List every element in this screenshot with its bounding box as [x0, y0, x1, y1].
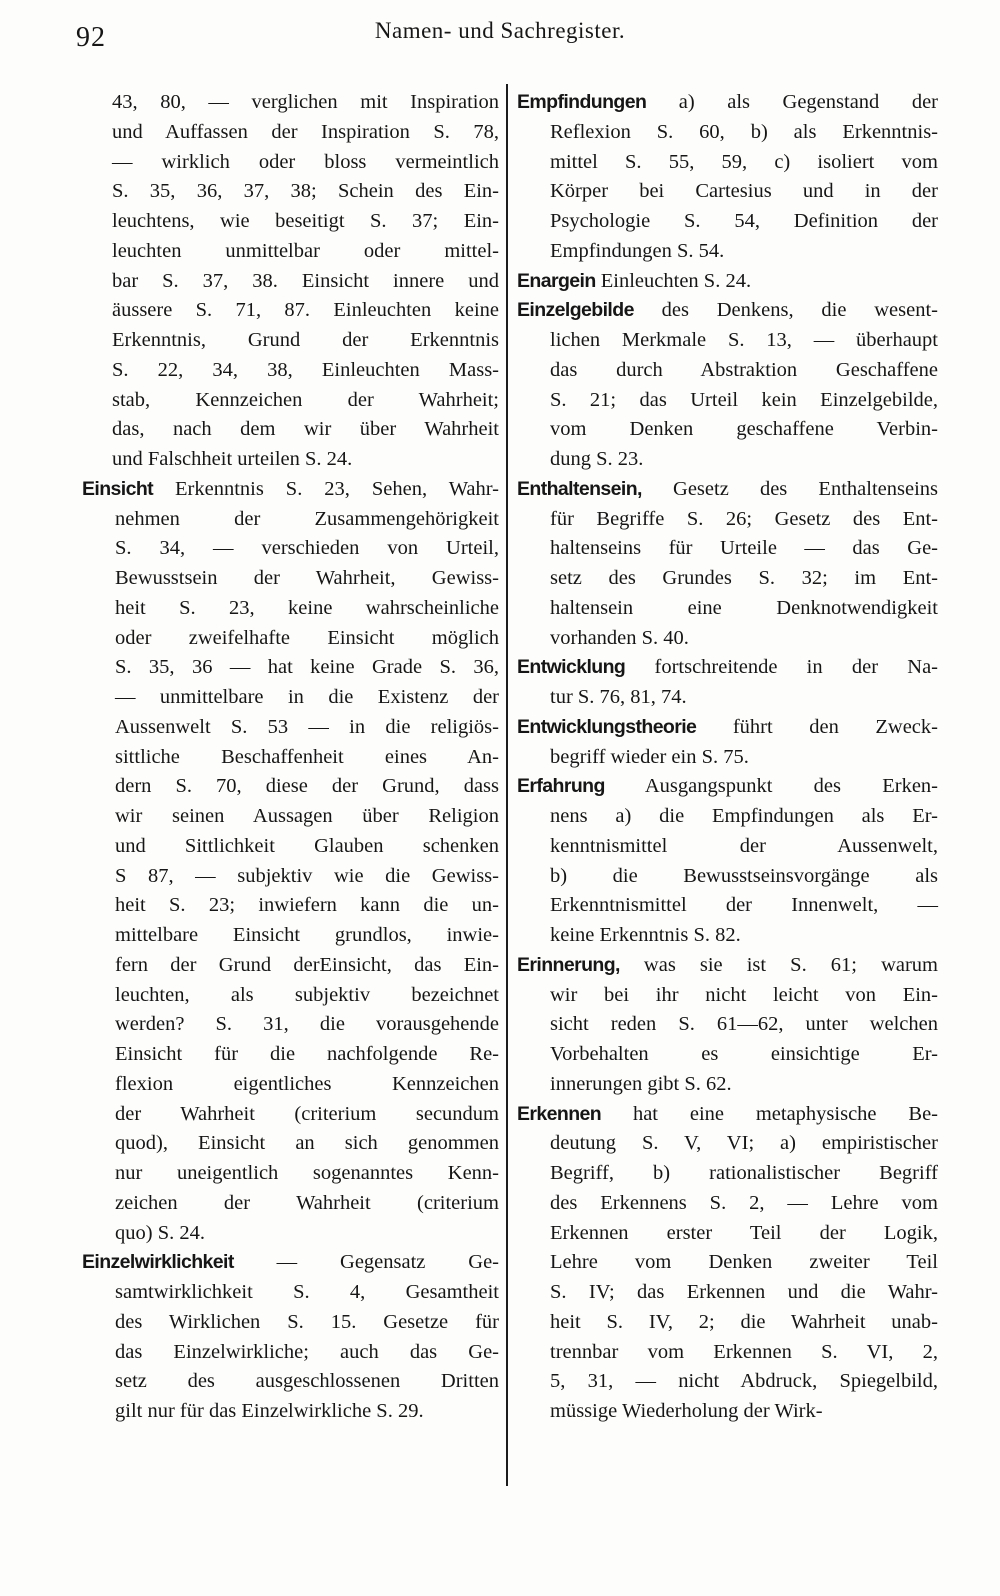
index-line: S. 34, — verschieden von Urteil,: [115, 537, 499, 560]
entry-term: Erinnerung,: [517, 953, 620, 976]
entry-term: Entwicklung: [517, 656, 626, 679]
entry-term: Erkennen: [517, 1102, 602, 1125]
index-line: müssige Wiederholung der Wirk-: [550, 1400, 823, 1422]
index-line: und Sittlichkeit Glauben schenken: [115, 834, 499, 857]
index-line: leuchten unmittelbar oder mittel-: [112, 239, 499, 262]
entry-term: Einzelgebilde: [517, 299, 634, 322]
page-title: Namen- und Sachregister.: [374, 18, 626, 43]
index-line: wir bei ihr nicht leicht von Ein-: [550, 983, 938, 1006]
index-line: Erinnerung, was sie ist S. 61; warum: [517, 953, 938, 976]
entry-term: Einzelwirklichkeit: [82, 1251, 234, 1274]
index-column-right: [517, 88, 938, 1427]
index-line: Erkenntnismittel der Innenwelt, —: [550, 894, 938, 917]
index-line: nens a) die Empfindungen als Er-: [550, 805, 938, 827]
index-entry: [517, 475, 938, 654]
index-line: nehmen der Zusammengehörigkeit: [115, 507, 499, 530]
entry-term: Entwicklungstheorie: [517, 715, 697, 738]
entry-term: Erfahrung: [517, 775, 605, 798]
page-number: 92: [76, 22, 106, 53]
index-line: Reflexion S. 60, b) als Erkenntnis-: [550, 120, 938, 143]
index-line: des Wirklichen S. 15. Gesetze für: [115, 1310, 499, 1333]
index-line: Entwicklungstheorie führt den Zweck-: [517, 715, 938, 738]
index-line: S. IV; das Erkennen und die Wahr-: [550, 1281, 938, 1303]
index-line: Einzelwirklichkeit — Gegensatz Ge-: [82, 1251, 499, 1274]
index-line: das, nach dem wir über Wahrheit: [112, 418, 499, 441]
index-line: kenntnismittel der Aussenwelt,: [550, 834, 938, 857]
index-line: Entwicklung fortschreitende in der Na-: [517, 656, 938, 679]
index-line: vorhanden S. 40.: [550, 626, 689, 649]
index-line: leuchtens, wie beseitigt S. 37; Ein-: [112, 210, 499, 232]
index-entry: [517, 267, 938, 297]
index-entry: [517, 951, 938, 1100]
index-line: werden? S. 31, die vorausgehende: [115, 1013, 499, 1036]
index-line: deutung S. V, VI; a) empiristischer: [550, 1132, 938, 1155]
index-line: S. 22, 34, 38, Einleuchten Mass-: [112, 358, 499, 381]
entry-term: Enargein: [517, 269, 596, 292]
index-line: Erkenntnis, Grund der Erkenntnis: [112, 329, 499, 351]
index-line: samtwirklichkeit S. 4, Gesamtheit: [115, 1281, 499, 1303]
index-line: nur uneigentlich sogenanntes Kenn-: [115, 1162, 499, 1184]
index-line: heit S. 23, keine wahrscheinliche: [115, 596, 499, 619]
index-line: innerungen gibt S. 62.: [550, 1072, 732, 1095]
index-line: b) die Bewusstseinsvorgänge als: [550, 864, 938, 887]
index-line: — wirklich oder bloss vermeintlich: [112, 150, 499, 173]
index-line: quo) S. 24.: [115, 1221, 205, 1244]
index-line: lichen Merkmale S. 13, — überhaupt: [550, 329, 938, 351]
index-line: und Auffassen der Inspiration S. 78,: [112, 120, 499, 143]
index-line: Vorbehalten es einsichtige Er-: [550, 1043, 938, 1065]
index-line: setz des ausgeschlossenen Dritten: [115, 1370, 499, 1393]
index-line: dern S. 70, diese der Grund, dass: [115, 775, 499, 798]
index-line: begriff wieder ein S. 75.: [550, 745, 749, 768]
index-line: Lehre vom Denken zweiter Teil: [550, 1251, 938, 1274]
index-line: Einsicht für die nachfolgende Re-: [115, 1043, 499, 1065]
index-line: das Einzelwirkliche; auch das Ge-: [115, 1340, 499, 1363]
entry-term: Einsicht: [82, 477, 154, 500]
index-line: Bewusstsein der Wahrheit, Gewiss-: [115, 567, 499, 589]
index-line: Empfindungen a) als Gegenstand der: [517, 91, 938, 113]
index-line: Aussenwelt S. 53 — in die religiös-: [115, 715, 499, 738]
index-line: sittliche Beschaffenheit eines An-: [115, 745, 499, 768]
index-line: vom Denken geschaffene Verbin-: [550, 418, 938, 441]
index-line: quod), Einsicht an sich genommen: [115, 1132, 499, 1155]
index-line: und Falschheit urteilen S. 24.: [112, 448, 353, 470]
index-line: S. 35, 36 — hat keine Grade S. 36,: [115, 656, 499, 679]
index-line: äussere S. 71, 87. Einleuchten keine: [112, 299, 499, 322]
index-entry: [517, 1100, 938, 1427]
entry-term: Enthaltensein,: [517, 477, 642, 500]
index-line: dung S. 23.: [550, 448, 644, 470]
index-line: oder zweifelhafte Einsicht möglich: [115, 626, 499, 649]
index-line: stab, Kennzeichen der Wahrheit;: [112, 388, 499, 411]
index-line: bar S. 37, 38. Einsicht innere und: [112, 269, 499, 292]
index-line: Einsicht Erkenntnis S. 23, Sehen, Wahr-: [82, 477, 499, 500]
entry-term: Empfindungen: [517, 91, 647, 113]
index-line: gilt nur für das Einzelwirkliche S. 29.: [115, 1400, 424, 1422]
index-entry: [517, 713, 938, 773]
index-line: S. 21; das Urteil kein Einzelgebilde,: [550, 388, 938, 411]
index-line: zeichen der Wahrheit (criterium: [115, 1191, 499, 1214]
index-line: Empfindungen S. 54.: [550, 239, 725, 262]
index-line: tur S. 76, 81, 74.: [550, 686, 687, 708]
index-line: des Erkennens S. 2, — Lehre vom: [550, 1191, 938, 1214]
index-entry: [82, 88, 499, 475]
index-line: Enargein Einleuchten S. 24.: [517, 269, 752, 292]
column-divider-rule: [506, 84, 508, 1486]
index-line: Erfahrung Ausgangspunkt des Erken-: [517, 775, 938, 798]
index-line: fern der Grund derEinsicht, das Ein-: [115, 953, 499, 976]
index-line: der Wahrheit (criterium secundum: [115, 1102, 499, 1125]
index-entry: [82, 1248, 499, 1427]
index-line: das durch Abstraktion Geschaffene: [550, 358, 938, 381]
index-line: für Begriffe S. 26; Gesetz des Ent-: [550, 507, 938, 530]
index-line: trennbar vom Erkennen S. VI, 2,: [550, 1340, 938, 1363]
index-line: heit S. 23; inwiefern kann die un-: [115, 894, 499, 917]
index-line: flexion eigentliches Kennzeichen: [115, 1072, 499, 1095]
index-line: keine Erkenntnis S. 82.: [550, 924, 741, 946]
index-line: S. 35, 36, 37, 38; Schein des Ein-: [112, 180, 499, 203]
index-line: haltensein eine Denknotwendigkeit: [550, 596, 938, 619]
index-line: Enthaltensein, Gesetz des Enthaltenseins: [517, 477, 938, 500]
index-column-left: [82, 88, 499, 1427]
index-line: 43, 80, — verglichen mit Inspiration: [112, 91, 499, 113]
index-line: leuchten, als subjektiv bezeichnet: [115, 983, 499, 1006]
index-line: Begriff, b) rationalistischer Begriff: [550, 1162, 938, 1184]
index-entry: [517, 88, 938, 267]
index-line: sicht reden S. 61—62, unter welchen: [550, 1013, 938, 1036]
index-line: Psychologie S. 54, Definition der: [550, 210, 938, 232]
index-line: Erkennen erster Teil der Logik,: [550, 1221, 938, 1244]
index-line: haltenseins für Urteile — das Ge-: [550, 537, 938, 560]
index-line: — unmittelbare in die Existenz der: [115, 686, 499, 708]
index-line: mittelbare Einsicht grundlos, inwie-: [115, 924, 499, 946]
index-entry: [517, 653, 938, 713]
index-line: wir seinen Aussagen über Religion: [115, 805, 499, 827]
index-line: Erkennen hat eine metaphysische Be-: [517, 1102, 938, 1125]
index-line: Körper bei Cartesius und in der: [550, 180, 938, 203]
index-line: S 87, — subjektiv wie die Gewiss-: [115, 864, 499, 887]
index-entry: [82, 475, 499, 1249]
index-entry: [517, 296, 938, 475]
index-line: mittel S. 55, 59, c) isoliert vom: [550, 150, 938, 173]
index-line: 5, 31, — nicht Abdruck, Spiegelbild,: [550, 1370, 938, 1393]
index-line: setz des Grundes S. 32; im Ent-: [550, 567, 938, 589]
index-line: heit S. IV, 2; die Wahrheit unab-: [550, 1310, 938, 1333]
index-entry: [517, 772, 938, 951]
index-line: Einzelgebilde des Denkens, die wesent-: [517, 299, 938, 322]
